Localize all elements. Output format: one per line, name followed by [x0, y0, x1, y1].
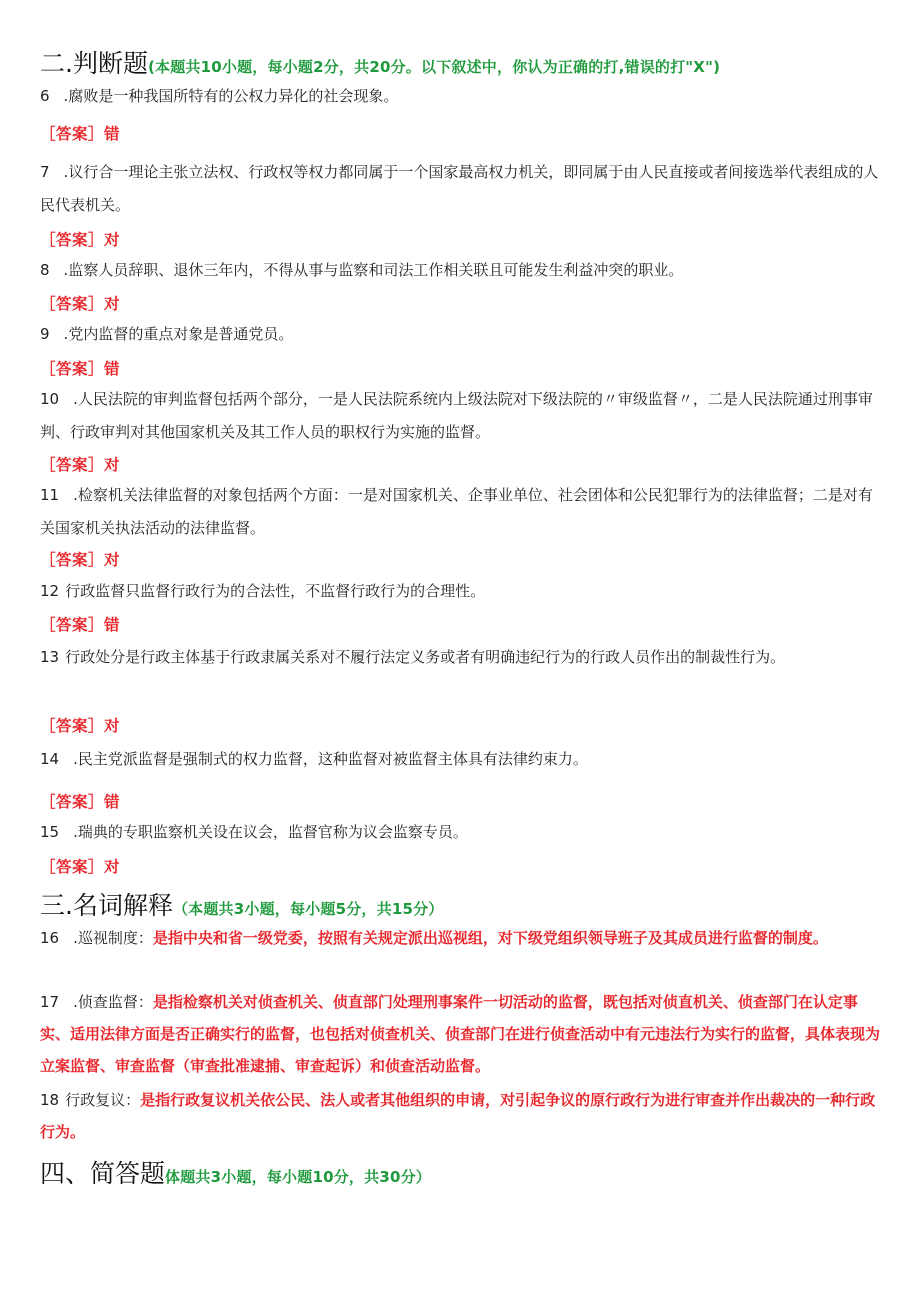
answer-value: 对: [104, 858, 121, 876]
question-text: .议行合一理论主张立法权、行政权等权力都同属于一个国家最高权力机关，即同属于由人民直接或者间接选举代表组成的人民代表机关。: [40, 163, 879, 214]
answer-tag: ［答案］: [40, 231, 105, 249]
answer-value: 对: [104, 551, 121, 569]
answer-6: [40, 122, 120, 144]
question-13: [40, 641, 880, 674]
question-number: 13: [40, 648, 60, 666]
answer-7: [40, 228, 120, 250]
answer-value: 错: [104, 616, 121, 634]
term-definition: 是指中央和省一级党委，按照有关规定派出巡视组，对下级党组织领导班子及其成员进行监督的制度。: [152, 929, 828, 947]
answer-value: 对: [104, 456, 121, 474]
section-terms-note: （本题共3小题，每小题5分，共15分）: [172, 900, 444, 918]
answer-15: [40, 855, 120, 877]
question-number: 9: [40, 325, 50, 343]
answer-value: 错: [104, 125, 121, 143]
question-7: [40, 156, 880, 222]
answer-tag: ［答案］: [40, 456, 105, 474]
question-text: .党内监督的重点对象是普通党员。: [63, 325, 294, 343]
term-16: [40, 922, 880, 954]
answer-value: 对: [104, 231, 121, 249]
question-text: .瑞典的专职监察机关设在议会，监督官称为议会监察专员。: [73, 823, 468, 841]
answer-9: [40, 357, 120, 379]
question-number: 12: [40, 582, 60, 600]
term-18: [40, 1084, 880, 1148]
term-number: 16: [40, 929, 60, 947]
question-8: [40, 254, 880, 287]
term-name: .巡视制度：: [73, 929, 153, 947]
answer-tag: ［答案］: [40, 858, 105, 876]
question-text: .腐败是一种我国所特有的公权力异化的社会现象。: [63, 87, 399, 105]
question-12: [40, 575, 880, 608]
question-6: [40, 80, 880, 113]
section-short-note: 体题共3小题，每小题10分，共30分）: [165, 1168, 432, 1186]
section-judge-header: [40, 44, 720, 80]
section-judge-title: 二.判断题: [40, 49, 148, 78]
question-number: 11: [40, 486, 60, 504]
answer-tag: ［答案］: [40, 717, 105, 735]
answer-8: [40, 292, 120, 314]
answer-10: [40, 453, 120, 475]
answer-value: 对: [104, 717, 121, 735]
section-judge-note: (本题共10小题，每小题2分，共20分。以下叙述中，你认为正确的打,错误的打"X"): [147, 58, 721, 76]
question-15: [40, 816, 880, 849]
question-number: 14: [40, 750, 60, 768]
answer-value: 错: [104, 793, 121, 811]
question-text: .民主党派监督是强制式的权力监督，这种监督对被监督主体具有法律约束力。: [73, 750, 588, 768]
question-text: .检察机关法律监督的对象包括两个方面：一是对国家机关、企事业单位、社会团体和公民犯罪行为的法律监督；二是对有关国家机关执法活动的法律监督。: [40, 486, 873, 537]
section-terms-title: 三.名词解释: [40, 891, 173, 920]
question-text: .人民法院的审判监督包括两个部分，一是人民法院系统内上级法院对下级法院的〃审级监督〃，二是人民法院通过刑事审判、行政审判对其他国家机关及其工作人员的职权行为实施的监督。: [40, 390, 873, 441]
question-number: 15: [40, 823, 60, 841]
question-14: [40, 743, 880, 776]
answer-value: 错: [104, 360, 121, 378]
answer-tag: ［答案］: [40, 551, 105, 569]
term-definition: 是指行政复议机关依公民、法人或者其他组织的申请，对引起争议的原行政行为进行审查并作出裁决的一种行政行为。: [40, 1091, 876, 1141]
answer-tag: ［答案］: [40, 360, 105, 378]
question-10: [40, 383, 880, 449]
question-9: [40, 318, 880, 351]
term-name: .侦查监督：: [73, 993, 153, 1011]
term-name: 行政复议：: [65, 1091, 141, 1109]
term-number: 17: [40, 993, 60, 1011]
term-17: [40, 986, 880, 1082]
answer-14: [40, 790, 120, 812]
answer-11: [40, 548, 120, 570]
question-text: .监察人员辞职、退休三年内，不得从事与监察和司法工作相关联且可能发生利益冲突的职业。: [63, 261, 684, 279]
answer-tag: ［答案］: [40, 616, 105, 634]
question-text: 行政监督只监督行政行为的合法性，不监督行政行为的合理性。: [65, 582, 486, 600]
section-terms-header: [40, 886, 444, 922]
question-number: 8: [40, 261, 50, 279]
section-short-title: 四、简答题: [40, 1159, 166, 1188]
question-number: 7: [40, 163, 50, 181]
answer-tag: ［答案］: [40, 125, 105, 143]
answer-tag: ［答案］: [40, 295, 105, 313]
term-definition: 是指检察机关对侦查机关、侦直部门处理刑事案件一切活动的监督，既包括对侦直机关、侦查部门在认定事实、适用法律方面是否正确实行的监督，也包括对侦查机关、侦查部门在进行侦查活动中有元违法行为实行的监督，具体表现为立案监督、审查监督（审查批准逮捕、审查起诉）和侦查活动监督。: [40, 993, 881, 1075]
question-text: 行政处分是行政主体基于行政隶属关系对不履行法定义务或者有明确违纪行为的行政人员作出的制裁性行为。: [65, 648, 786, 666]
question-number: 6: [40, 87, 50, 105]
section-short-header: [40, 1154, 431, 1190]
answer-value: 对: [104, 295, 121, 313]
term-number: 18: [40, 1091, 60, 1109]
answer-13: [40, 714, 120, 736]
answer-tag: ［答案］: [40, 793, 105, 811]
answer-12: [40, 613, 120, 635]
question-number: 10: [40, 390, 60, 408]
question-11: [40, 479, 880, 545]
